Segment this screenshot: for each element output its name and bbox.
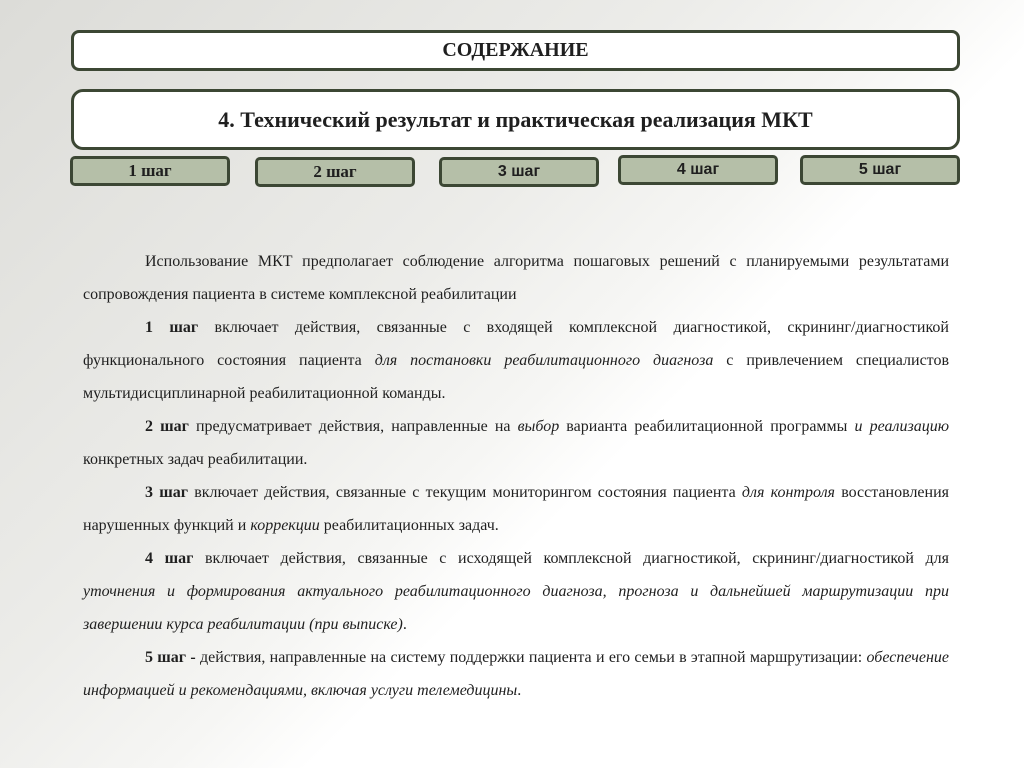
step-4-paragraph (83, 542, 949, 641)
step-1-paragraph (83, 311, 949, 410)
step-5-text-a: действия, направленные на систему поддержки пациента и его семьи в этапной маршрутизации: (195, 649, 867, 666)
step-5-label: 5 шаг (858, 161, 902, 178)
section-title (71, 89, 960, 150)
step-2-italic-b: и реализацию (854, 418, 950, 435)
section-title-text: 4. Технический результат и практическая реализация МКТ (218, 106, 813, 132)
step-1-button[interactable] (70, 156, 230, 186)
step-4-label: 4 шаг (676, 161, 720, 178)
step-1-italic: для постановки реабилитационного диагноза (374, 352, 714, 369)
step-2-button[interactable] (255, 157, 415, 187)
step-1-label: 1 шаг (128, 161, 172, 180)
step-4-text-a: включает действия, связанные с исходящей комплексной диагностикой, скрининг/диагностикой для (193, 550, 949, 567)
step-1-text-a: включает действия, связанные с входящей комплексной диагностикой, скрининг/диагностикой функционального состояния пациента (83, 319, 949, 369)
step-3-lead: 3 шаг (145, 484, 188, 501)
step-4-button[interactable] (618, 155, 778, 185)
intro-paragraph (83, 245, 949, 311)
step-5-lead: 5 шаг - (145, 649, 196, 666)
intro-text: Использование МКТ предполагает соблюдение алгоритма пошаговых решений с планируемыми результатами сопровождения пациента в системе комплексной реабилитации (83, 253, 949, 303)
step-4-text-b: . (402, 616, 407, 633)
step-4-lead: 4 шаг (145, 550, 194, 567)
step-5-text-b: . (517, 682, 522, 699)
step-5-button[interactable] (800, 155, 960, 185)
step-3-text-b: восстановления нарушенных функций и (83, 484, 950, 534)
step-1-text-b: с привлечением специалистов мультидисциплинарной реабилитационной команды. (83, 352, 950, 402)
step-5-paragraph (83, 641, 949, 707)
step-4-italic: уточнения и формирования актуального реабилитационного диагноза, прогноза и дальнейшей маршрутизации при завершении курса реабилитации (при выписке) (83, 583, 949, 633)
step-3-label: 3 шаг (497, 163, 541, 180)
step-2-lead: 2 шаг (145, 418, 189, 435)
step-5-italic: обеспечение информацией и рекомендациями, включая услуги телемедицины (83, 649, 949, 699)
step-3-italic-a: для контроля (741, 484, 835, 501)
step-3-text-c: реабилитационных задач. (319, 517, 499, 534)
step-2-paragraph (83, 410, 949, 476)
step-2-text-c: конкретных задач реабилитации. (83, 451, 308, 468)
step-3-paragraph (83, 476, 949, 542)
content-header (71, 30, 960, 71)
step-2-label: 2 шаг (313, 162, 357, 181)
body-text (83, 245, 949, 707)
step-3-italic-b: коррекции (250, 517, 320, 534)
step-3-text-a: включает действия, связанные с текущим мониторингом состояния пациента (187, 484, 742, 501)
step-2-text-b: варианта реабилитационной программы (559, 418, 855, 435)
content-header-title: СОДЕРЖАНИЕ (442, 39, 589, 61)
step-3-button[interactable] (439, 157, 599, 187)
step-1-lead: 1 шаг (145, 319, 199, 336)
step-2-italic-a: выбор (517, 418, 560, 435)
step-2-text-a: предусматривает действия, направленные на (188, 418, 518, 435)
